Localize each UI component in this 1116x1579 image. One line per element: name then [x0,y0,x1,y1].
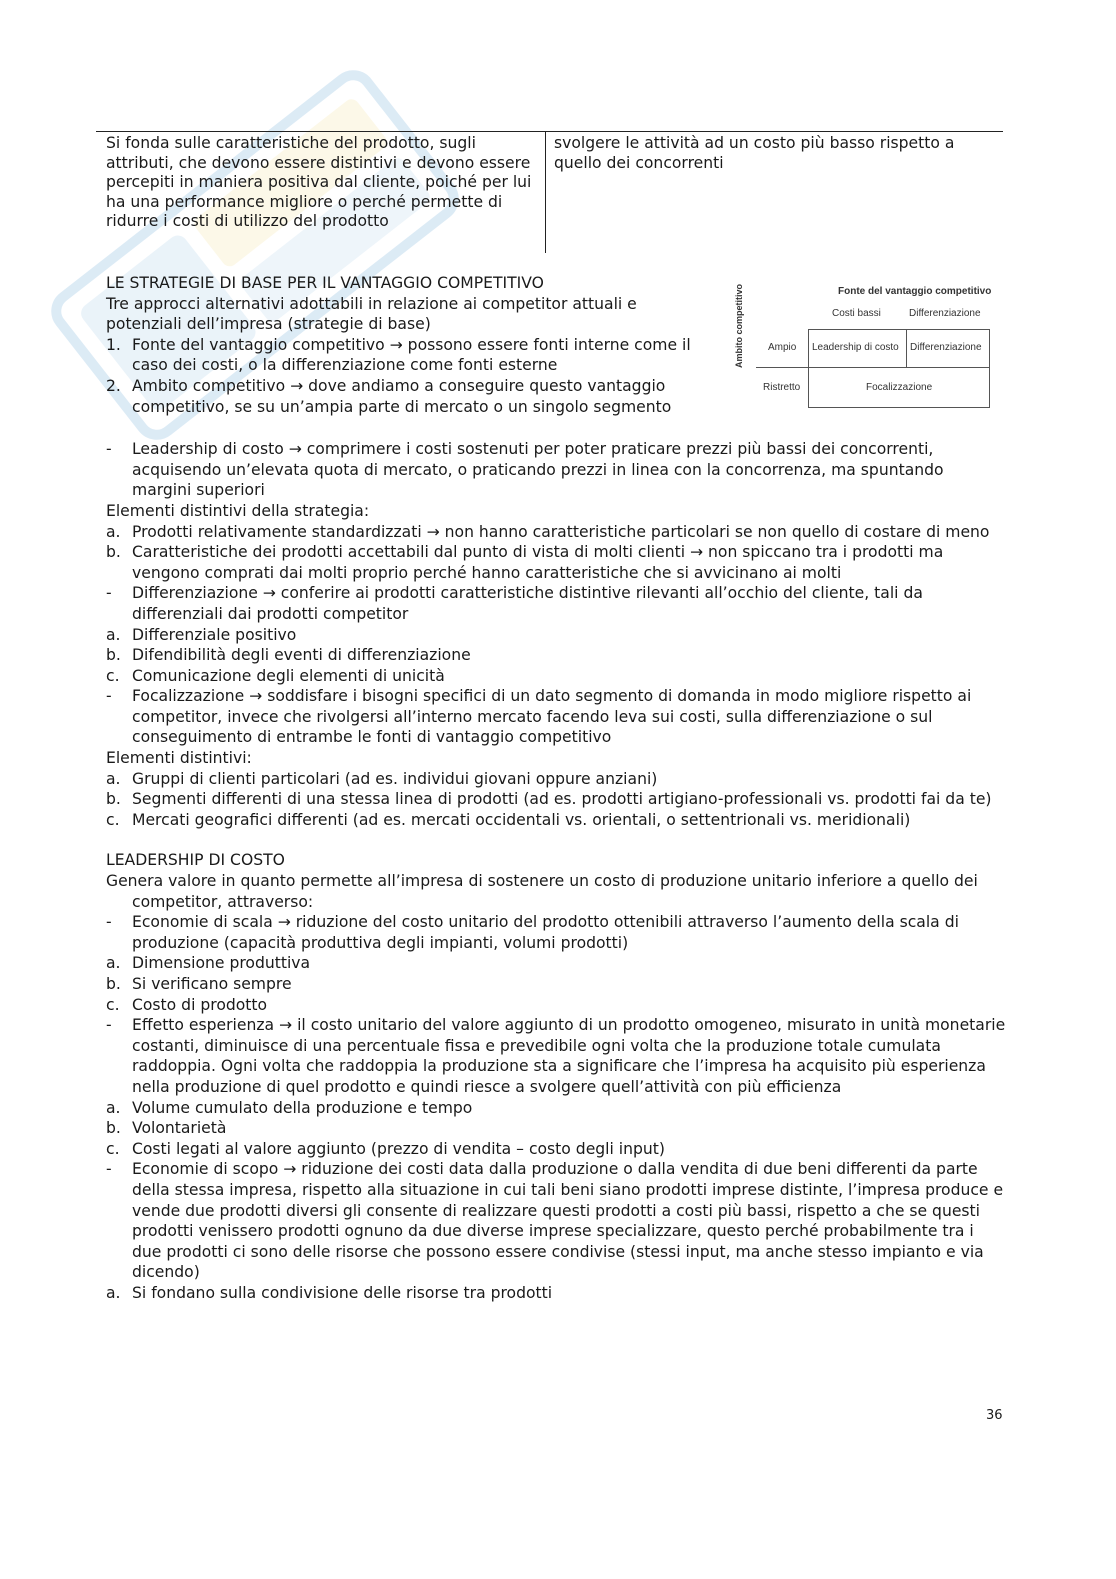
list-item [106,810,1006,831]
list-item-text: Caratteristiche dei prodotti accettabili dal punto di vista di molti clienti → non spiccano tra i prodotti ma vengono comprati dai molti proprio perché hanno caratteristiche che si avvicinano ai molti [132,543,944,582]
matrix-cell-diff: Differenziazione [910,342,982,353]
list-marker: - [106,584,112,603]
list-item [106,974,1006,995]
list-item [106,625,1006,646]
list-marker: b. [106,790,121,809]
list-marker: - [106,440,112,459]
list-item [106,542,1006,583]
list-item-text: Leadership di costo → comprimere i costi sostenuti per poter praticare prezzi più bassi dei concorrenti, acquisendo un’elevata quota di mercato, o praticando prezzi in linea con la concorrenza, ma spuntando margini superiori [132,440,944,500]
list-item-text: Differenziazione → conferire ai prodotti caratteristiche distintive rilevanti all’occhio del cliente, tali da differenziali dai prodotti competitor [132,584,923,623]
list-item-text: Effetto esperienza → il costo unitario del valore aggiunto di un prodotto omogeneo, misurato in unità monetarie costanti, diminuisce di una percentuale fissa e prevedibile ogni volta che la produzione totale cumulata raddoppia. Ogni volta che raddoppia la produzione sta a significare che l’impresa ha acquisito più esperienza nella produzione di quel prodotto e quindi riesce a svolgere quell’attività con più efficienza [132,1016,1006,1096]
list-marker: a. [106,1283,121,1302]
list-item-text: Prodotti relativamente standardizzati → non hanno caratteristiche particolari se non quello di costare di meno [132,522,990,541]
list-item-text: Differenziale positivo [132,625,297,644]
list-item [106,1118,1006,1139]
list-item-text: Economie di scala → riduzione del costo unitario del prodotto ottenibili attraverso l’aumento della scala di produzione (capacità produttiva degli impianti, volumi prodotti) [132,913,959,952]
section-heading: LE STRATEGIE DI BASE PER IL VANTAGGIO COMPETITIVO [106,274,544,292]
page-number: 36 [986,1408,1003,1423]
list-item-text: Comunicazione degli elementi di unicità [132,666,445,685]
list-item-text: Volontarietà [132,1119,227,1138]
list-item-text: Costo di prodotto [132,995,268,1014]
top-table-left-cell: Si fonda sulle caratteristiche del prodotto, sugli attributi, che devono essere distintivi e devono essere percepiti in maniera positiva dal cliente, poiché per lui ha una performance migliore o perché permette di ridurre i costi di utilizzo del prodotto [96,132,546,253]
list-marker: a. [106,625,121,644]
list-marker: a. [106,954,121,973]
list-marker: a. [106,1098,121,1117]
list-item-text: Gruppi di clienti particolari (ad es. individui giovani oppure anziani) [132,769,658,788]
list-item-text: Costi legati al valore aggiunto (prezzo di vendita – costo degli input) [132,1139,665,1158]
list-item [106,1098,1006,1119]
list-item [106,583,1006,624]
list-item [106,953,1006,974]
list-marker: b. [106,975,121,993]
section-intro: Genera valore in quanto permette all’impresa di sostenere un costo di produzione unitario inferiore a quello dei competitor, attraverso: [106,872,978,911]
matrix-title: Fonte del vantaggio competitivo [838,286,992,297]
top-table-right-cell: svolgere le attività ad un costo più basso rispetto a quello dei concorrenti [554,134,955,172]
list-marker: c. [106,810,120,829]
list-item-text: Difendibilità degli eventi di differenziazione [132,646,471,665]
list-marker: a. [106,769,121,788]
list-item-text: Dimensione produttiva [132,954,311,973]
list-marker: a. [106,522,121,541]
list-item [106,686,1006,748]
list-item-text: Ambito competitivo → dove andiamo a conseguire questo vantaggio competitivo, se su un’ampia parte di mercato o un singolo segmento [132,376,672,416]
list-marker: - [106,913,112,932]
list-item-text: Mercati geografici differenti (ad es. mercati occidentali vs. orientali, o settentrionali vs. meridionali) [132,810,911,829]
list-item [106,439,1006,501]
list-item [106,1139,1006,1160]
matrix-row-ampio: Ampio [768,342,797,353]
list-item [106,376,706,417]
list-marker: - [106,687,112,706]
list-item [106,522,1006,543]
list-marker: c. [106,1139,120,1158]
list-item-text: Focalizzazione → soddisfare i bisogni specifici di un dato segmento di domanda in modo migliore rispetto ai competitor, invece che rivolgersi all’interno mercato facendo leva sui costi, sulla differenziazione o sul conseguimento di entrambe le fonti di vantaggio competitivo [132,687,972,747]
list-item-text: Si verificano sempre [132,975,292,993]
list-item [106,335,706,376]
section-heading: LEADERSHIP DI COSTO [106,851,285,870]
list-item [106,912,1006,953]
section-intro: Tre approcci alternativi adottabili in relazione ai competitor attuali e potenziali dell’impresa (strategie di base) [106,294,637,334]
list-marker: c. [106,995,120,1014]
list-item-text: Economie di scopo → riduzione dei costi data dalla produzione o dalla vendita di due beni differenti da parte della stessa impresa, rispetto alla situazione in cui tali beni siano prodotti imprese distinte, l’impresa produce e vende due prodotti diversi gli consente di realizzare questi prodotti a costi più bassi, rispetto a che se questi prodotti venissero prodotti ognuno da due diverse imprese specializzare, questo perché probabilmente tra i due prodotti ci sono delle risorse che possono essere condivise (stessi input, ma anche stesso impianto e via dicendo) [132,1160,1004,1282]
list-marker: c. [106,666,120,685]
list-marker: b. [106,646,121,665]
paragraph: Elementi distintivi: [106,749,252,768]
list-item [106,645,1006,666]
list-item [106,1015,1006,1097]
list-item [106,1283,1006,1304]
matrix-row-ristretto: Ristretto [763,382,801,393]
matrix-col-diff: Differenziazione [909,308,981,319]
list-marker: 2. [106,376,121,395]
paragraph: Elementi distintivi della strategia: [106,501,370,520]
list-item-text: Segmenti differenti di una stessa linea di prodotti (ad es. prodotti artigiano-professionali vs. prodotti fai da te) [132,790,992,809]
list-marker: b. [106,543,121,562]
list-item [106,666,1006,687]
list-marker: b. [106,1119,121,1138]
list-item [106,995,1006,1016]
list-marker: - [106,1016,112,1035]
list-item [106,789,1006,810]
list-item [106,769,1006,790]
list-item [106,1159,1006,1283]
matrix-col-cost: Costi bassi [832,308,881,319]
document-body [106,273,1006,1304]
matrix-row-axis: Ambito competitivo [734,283,744,368]
list-item-text: Fonte del vantaggio competitivo → possono essere fonti interne come il caso dei costi, o la differenziazione come fonti esterne [132,335,691,375]
matrix-cell-focus: Focalizzazione [866,382,933,393]
list-marker: 1. [106,335,121,354]
matrix-cell-cost: Leadership di costo [812,342,899,353]
list-item-text: Si fondano sulla condivisione delle risorse tra prodotti [132,1283,553,1302]
list-item-text: Volume cumulato della produzione e tempo [132,1098,473,1117]
top-table [96,131,1003,253]
list-marker: - [106,1160,112,1179]
